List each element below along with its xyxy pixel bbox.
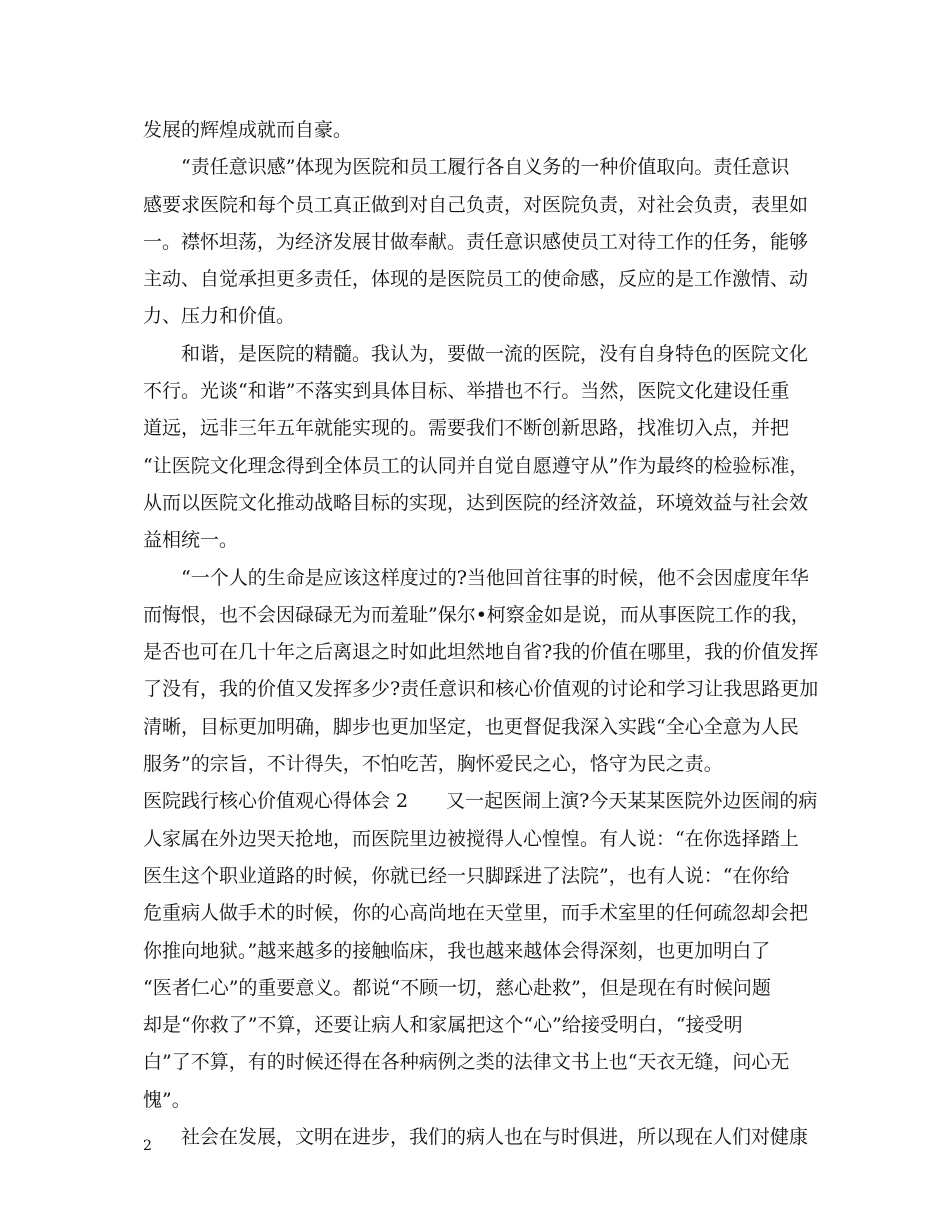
- text-line: 却是“你救了”不算，还要让病人和家属把这个“心”给接受明白，“接受明: [143, 1014, 743, 1037]
- text-line: 不行。光谈“和谐”不落实到具体目标、举措也不行。当然，医院文化建设任重: [143, 380, 790, 403]
- page-number: 2: [143, 1138, 152, 1154]
- text-line: 社会在发展，文明在进步，我们的病人也在与时俱进，所以现在人们对健康: [181, 1126, 809, 1149]
- text-line: 清晰，目标更加明确，脚步也更加坚定，也更督促我深入实践“全心全意为人民: [143, 715, 799, 738]
- text-line: 力、压力和价值。: [143, 305, 296, 328]
- text-line: 人家属在外边哭天抢地，而医院里边被搅得人心惶惶。有人说：“在你选择踏上: [143, 827, 799, 850]
- text-line: 白”了不算，有的时候还得在各种病例之类的法律文书上也“天衣无缝，问心无: [143, 1051, 790, 1074]
- text-line: “责任意识感”体现为医院和员工履行各自义务的一种价值取向。责任意识: [181, 156, 790, 179]
- text-line: “让医院文化理念得到全体员工的认同并自觉自愿遵守从”作为最终的检验标准，: [143, 454, 809, 477]
- text-line: 而悔恨，也不会因碌碌无为而羞耻”保尔•柯察金如是说，而从事医院工作的我，: [143, 603, 810, 626]
- document-body: [143, 112, 823, 1156]
- text-line: 益相统一。: [143, 529, 239, 552]
- text-line: 发展的辉煌成就而自豪。: [143, 119, 353, 141]
- text-line: “一个人的生命是应该这样度过的?当他回首往事的时候，他不会因虚度年华: [181, 566, 809, 589]
- text-line: 服务”的宗旨，不计得失，不怕吃苦，胸怀爱民之心，恪守为民之责。: [143, 753, 723, 776]
- text-line: 危重病人做手术的时候，你的心高尚地在天堂里，而手术室里的任何疏忽却会把: [143, 902, 809, 925]
- text-line: 是否也可在几十年之后离退之时如此坦然地自省?我的价值在哪里，我的价值发挥: [143, 641, 819, 664]
- text-line: “医者仁心”的重要意义。都说“不顾一切，慈心赴救”，但是现在有时候问题: [143, 976, 771, 999]
- text-line: 愧”。: [143, 1088, 191, 1111]
- text-line: 医生这个职业道路的时候，你就已经一只脚踩进了法院”，也有人说：“在你给: [143, 864, 790, 887]
- text-line: 一。襟怀坦荡，为经济发展甘做奉献。责任意识感使员工对待工作的任务，能够: [143, 230, 809, 253]
- text-line: 从而以医院文化推动战略目标的实现，达到医院的经济效益，环境效益与社会效: [143, 491, 809, 514]
- text-line: 道远，远非三年五年就能实现的。需要我们不断创新思路，找准切入点，并把: [143, 417, 790, 440]
- text-line: 和谐，是医院的精髓。我认为，要做一流的医院，没有自身特色的医院文化: [181, 342, 809, 365]
- text-line: 了没有，我的价值又发挥多少?责任意识和核心价值观的讨论和学习让我思路更加: [143, 678, 819, 701]
- text-line: 感要求医院和每个员工真正做到对自己负责，对医院负责，对社会负责，表里如: [143, 193, 809, 216]
- text-line: 医院践行核心价值观心得体会 2 又一起医闹上演?今天某某医院外边医闹的病: [143, 790, 818, 813]
- text-line: 主动、自觉承担更多责任，体现的是医院员工的使命感，反应的是工作激情、动: [143, 268, 809, 291]
- text-line: 你推向地狱。”越来越多的接触临床，我也越来越体会得深刻，也更加明白了: [143, 939, 771, 962]
